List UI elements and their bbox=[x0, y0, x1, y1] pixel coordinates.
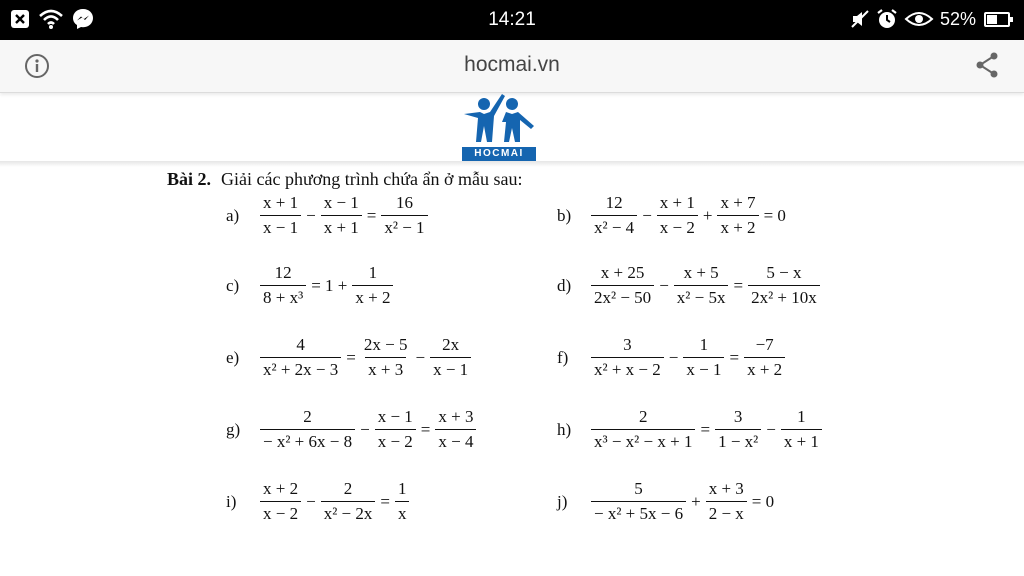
numerator: 2 bbox=[303, 407, 312, 426]
numerator: 1 bbox=[397, 479, 407, 498]
fraction bbox=[657, 193, 698, 238]
equation-label: h) bbox=[557, 419, 572, 439]
operator: = bbox=[729, 347, 740, 367]
denominator: x² + x − 2 bbox=[591, 357, 664, 380]
battery-percent: 52% bbox=[939, 8, 976, 29]
denominator: x + 2 bbox=[352, 285, 393, 308]
operator: − bbox=[360, 419, 370, 439]
numerator: x + 1 bbox=[263, 193, 299, 212]
equation-f bbox=[557, 335, 787, 380]
fraction bbox=[717, 193, 758, 238]
operator: = bbox=[380, 491, 390, 511]
equation-label: i) bbox=[226, 491, 237, 511]
denominator: x + 2 bbox=[744, 357, 785, 380]
operator: = bbox=[366, 205, 377, 225]
denominator: x + 1 bbox=[321, 215, 362, 238]
denominator: x − 2 bbox=[375, 429, 416, 452]
url-text[interactable]: hocmai.vn bbox=[464, 53, 560, 76]
equation-h bbox=[557, 407, 824, 452]
numerator: x + 1 bbox=[659, 193, 695, 212]
exercise-instruction: Giải các phương trình chứa ẩn ở mẫu sau: bbox=[221, 169, 523, 189]
operator: = 0 bbox=[763, 205, 786, 225]
fraction bbox=[591, 263, 654, 308]
fraction bbox=[260, 193, 301, 238]
operator: − bbox=[659, 275, 669, 295]
equation-label: g) bbox=[226, 419, 241, 439]
fraction bbox=[591, 407, 695, 452]
equation-e bbox=[226, 335, 473, 380]
operator: = bbox=[700, 419, 711, 439]
fraction bbox=[435, 407, 476, 452]
numerator: 1 bbox=[368, 263, 378, 282]
numerator: 5 − x bbox=[766, 263, 802, 282]
operator: = 1 + bbox=[311, 275, 348, 295]
fraction bbox=[321, 479, 376, 524]
fraction bbox=[361, 335, 411, 380]
fraction bbox=[260, 479, 301, 524]
numerator: x + 25 bbox=[600, 263, 645, 282]
equation-b bbox=[557, 193, 789, 238]
fraction bbox=[395, 479, 410, 524]
numerator: 1 bbox=[699, 335, 709, 354]
fraction bbox=[381, 193, 427, 238]
operator: − bbox=[415, 347, 426, 367]
exercise-number: Bài 2. bbox=[167, 169, 212, 189]
denominator: x − 4 bbox=[435, 429, 476, 452]
fraction bbox=[744, 335, 785, 380]
operator: − bbox=[306, 491, 316, 511]
denominator: x − 2 bbox=[260, 501, 301, 524]
numerator: 12 bbox=[605, 193, 623, 212]
operator: = 0 bbox=[751, 491, 775, 511]
exercise-title bbox=[167, 169, 522, 190]
denominator: x² − 5x bbox=[674, 285, 729, 308]
fraction bbox=[591, 479, 686, 524]
equation-label: c) bbox=[226, 275, 240, 295]
fraction bbox=[260, 407, 355, 452]
fraction bbox=[430, 335, 471, 380]
numerator: 5 bbox=[634, 479, 643, 498]
fraction bbox=[260, 335, 341, 380]
fraction bbox=[591, 193, 637, 238]
denominator: − x² + 6x − 8 bbox=[260, 429, 355, 452]
denominator: x² − 2x bbox=[321, 501, 376, 524]
equation-label: e) bbox=[226, 347, 240, 367]
equation-i bbox=[226, 479, 411, 524]
fraction bbox=[748, 263, 820, 308]
operator: − bbox=[306, 205, 316, 225]
numerator: 12 bbox=[274, 263, 292, 282]
clock-time: 14:21 bbox=[488, 9, 536, 30]
denominator: x + 1 bbox=[781, 429, 822, 452]
numerator: 2 bbox=[638, 407, 648, 426]
numerator: 16 bbox=[395, 193, 413, 212]
equation-g bbox=[226, 407, 478, 452]
numerator: 1 bbox=[797, 407, 806, 426]
equation-c bbox=[226, 263, 395, 308]
denominator: x² − 1 bbox=[381, 215, 427, 238]
denominator: x² − 4 bbox=[591, 215, 637, 238]
numerator: x + 7 bbox=[720, 193, 756, 212]
numerator: 3 bbox=[733, 407, 743, 426]
operator: + bbox=[702, 205, 713, 225]
equation-label: f) bbox=[557, 347, 569, 367]
denominator: x − 1 bbox=[260, 215, 301, 238]
equation-d bbox=[557, 263, 822, 308]
denominator: x + 2 bbox=[717, 215, 758, 238]
fraction bbox=[375, 407, 416, 452]
denominator: x − 2 bbox=[657, 215, 698, 238]
equation-j bbox=[557, 479, 777, 524]
operator: = bbox=[733, 275, 744, 295]
denominator: 2x² + 10x bbox=[748, 285, 820, 308]
equation-a bbox=[226, 193, 430, 238]
numerator: 2 bbox=[343, 479, 353, 498]
equation-label: b) bbox=[557, 205, 572, 225]
operator: − bbox=[668, 347, 679, 367]
fraction bbox=[706, 479, 747, 524]
fraction bbox=[715, 407, 761, 452]
numerator: x − 1 bbox=[377, 407, 413, 426]
operator: = bbox=[420, 419, 431, 439]
denominator: x − 1 bbox=[683, 357, 724, 380]
operator: + bbox=[691, 491, 701, 511]
denominator: − x² + 5x − 6 bbox=[591, 501, 686, 524]
denominator: x + 3 bbox=[365, 357, 406, 380]
numerator: 3 bbox=[623, 335, 632, 354]
fraction bbox=[352, 263, 393, 308]
numerator: x + 5 bbox=[683, 263, 719, 282]
operator: = bbox=[346, 347, 356, 367]
denominator: x² + 2x − 3 bbox=[260, 357, 341, 380]
numerator: 4 bbox=[296, 335, 305, 354]
operator: − bbox=[766, 419, 776, 439]
numerator: x + 3 bbox=[438, 407, 474, 426]
equation-label: d) bbox=[557, 275, 572, 295]
denominator: x − 1 bbox=[430, 357, 471, 380]
numerator: x − 1 bbox=[323, 193, 359, 212]
numerator: −7 bbox=[755, 335, 774, 354]
logo-text: HOCMAI bbox=[462, 147, 536, 161]
fraction bbox=[683, 335, 724, 380]
equation-label: a) bbox=[226, 205, 240, 225]
denominator: 8 + x³ bbox=[260, 285, 306, 308]
fraction bbox=[591, 335, 664, 380]
denominator: 2 − x bbox=[706, 501, 747, 524]
numerator: 2x − 5 bbox=[363, 335, 408, 354]
fraction bbox=[781, 407, 822, 452]
denominator: x³ − x² − x + 1 bbox=[591, 429, 695, 452]
numerator: 2x bbox=[442, 335, 460, 354]
equation-label: j) bbox=[557, 491, 568, 511]
fraction bbox=[260, 263, 306, 308]
fraction bbox=[674, 263, 729, 308]
operator: − bbox=[642, 205, 652, 225]
numerator: x + 3 bbox=[708, 479, 744, 498]
denominator: 2x² − 50 bbox=[591, 285, 654, 308]
denominator: x bbox=[395, 501, 410, 524]
numerator: x + 2 bbox=[263, 479, 299, 498]
denominator: 1 − x² bbox=[715, 429, 761, 452]
fraction bbox=[321, 193, 362, 238]
